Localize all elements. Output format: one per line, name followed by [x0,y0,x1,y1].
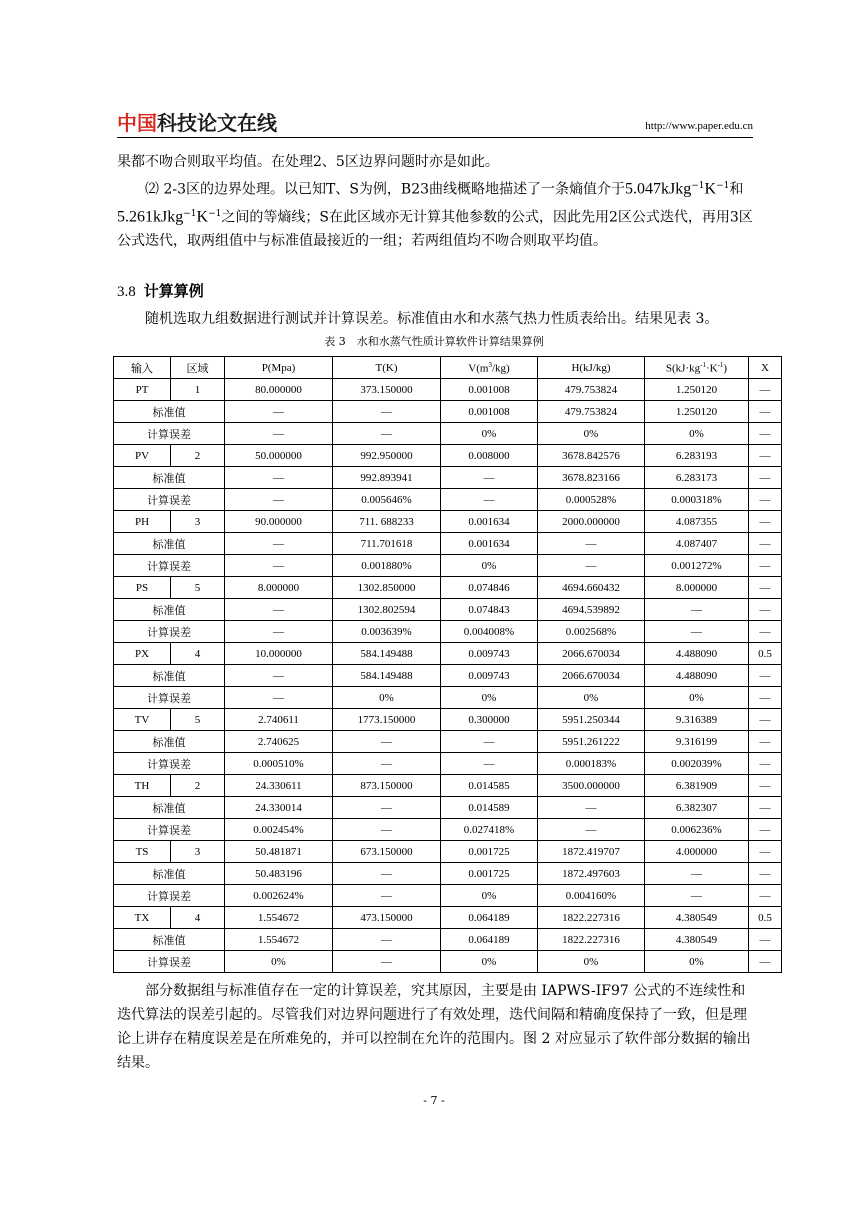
table-row-calc [114,841,782,863]
cell-input: TV [114,709,171,731]
cell-quality: — [749,621,782,643]
cell-zone: 2 [171,445,225,467]
header-rule [117,137,753,138]
cell-input: TH [114,775,171,797]
cell-standard-label: 标准值 [114,929,225,951]
cell-enthalpy: 1872.497603 [538,863,645,885]
cell-pressure: 1.554672 [225,907,333,929]
cell-entropy: 0% [645,423,749,445]
cell-temperature: — [333,753,441,775]
cell-temperature: 992.950000 [333,445,441,467]
cell-entropy: 0.006236% [645,819,749,841]
cell-input: PX [114,643,171,665]
header-entropy-b: ·K [705,362,718,375]
cell-volume: 0% [441,885,538,907]
cell-entropy: 6.283173 [645,467,749,489]
header-temperature: T(K) [333,357,441,379]
header-quality: X [749,357,782,379]
results-table [113,356,782,973]
header-entropy-c: ) [723,362,728,375]
cell-zone: 2 [171,775,225,797]
cell-entropy: 4.087407 [645,533,749,555]
cell-volume: 0.008000 [441,445,538,467]
table-row-err [114,621,782,643]
table-row-err [114,951,782,973]
cell-pressure: — [225,555,333,577]
cell-volume: 0.014585 [441,775,538,797]
cell-standard-label: 标准值 [114,863,225,885]
cell-enthalpy: 2000.000000 [538,511,645,533]
cell-temperature: 1302.850000 [333,577,441,599]
cell-pressure: 24.330014 [225,797,333,819]
cell-quality: — [749,533,782,555]
cell-entropy: 4.488090 [645,665,749,687]
table-row-err [114,819,782,841]
cell-temperature: 0% [333,687,441,709]
paragraph-1: 果都不吻合则取平均值。在处理2、5区边界问题时亦是如此。 [117,154,499,170]
cell-zone: 4 [171,643,225,665]
header-zone: 区域 [171,357,225,379]
cell-error-label: 计算误差 [114,951,225,973]
cell-zone: 1 [171,379,225,401]
cell-enthalpy: 2066.670034 [538,643,645,665]
cell-volume: 0.009743 [441,665,538,687]
cell-pressure: — [225,687,333,709]
cell-volume: 0.004008% [441,621,538,643]
cell-pressure: 0.000510% [225,753,333,775]
cell-quality: — [749,401,782,423]
cell-error-label: 计算误差 [114,885,225,907]
cell-quality: — [749,731,782,753]
table-row-calc [114,445,782,467]
cell-quality: — [749,379,782,401]
cell-volume: 0.001008 [441,401,538,423]
cell-enthalpy: 1872.419707 [538,841,645,863]
header-volume [441,357,538,379]
cell-temperature: — [333,401,441,423]
unit-k-1: K [704,180,717,198]
cell-pressure: 0% [225,951,333,973]
cell-quality: — [749,709,782,731]
cell-temperature: — [333,951,441,973]
cell-enthalpy: 3500.000000 [538,775,645,797]
cell-temperature: 584.149488 [333,665,441,687]
journal-logo [117,111,277,135]
table-row-err [114,489,782,511]
cell-entropy: — [645,599,749,621]
cell-volume: 0.009743 [441,643,538,665]
cell-pressure: — [225,401,333,423]
table-row-std [114,533,782,555]
cell-pressure: 50.483196 [225,863,333,885]
cell-volume: 0.001634 [441,533,538,555]
cell-error-label: 计算误差 [114,621,225,643]
cell-zone: 3 [171,511,225,533]
header-entropy-a: S(kJ·kg [665,362,701,375]
cell-pressure: 0.002624% [225,885,333,907]
cell-enthalpy: — [538,533,645,555]
cell-quality: 0.5 [749,643,782,665]
cell-entropy: 0.001272% [645,555,749,577]
cell-error-label: 计算误差 [114,555,225,577]
cell-quality: — [749,577,782,599]
table-row-std [114,797,782,819]
exp-4: −1 [208,208,222,219]
exp-2: −1 [716,181,730,191]
table-row-calc [114,643,782,665]
table-row-std [114,929,782,951]
cell-quality: — [749,863,782,885]
entropy-value-2: 5.261kJkg [117,208,184,226]
header-pressure: P(Mpa) [225,357,333,379]
cell-enthalpy: 0.002568% [538,621,645,643]
cell-pressure: 2.740625 [225,731,333,753]
cell-volume: 0.064189 [441,929,538,951]
cell-zone: 5 [171,709,225,731]
cell-entropy: 1.250120 [645,401,749,423]
entropy-value-1: 5.047kJkg [625,180,692,198]
cell-temperature: — [333,797,441,819]
cell-temperature: — [333,885,441,907]
cell-enthalpy: 0.004160% [538,885,645,907]
cell-temperature: — [333,731,441,753]
cell-enthalpy: 0.000528% [538,489,645,511]
cell-temperature: 873.150000 [333,775,441,797]
cell-temperature: 0.001880% [333,555,441,577]
cell-standard-label: 标准值 [114,401,225,423]
cell-enthalpy: 0.000183% [538,753,645,775]
logo-red-text: 中国 [117,111,157,135]
cell-entropy: 0.000318% [645,489,749,511]
page-number: - 7 - [423,1094,445,1107]
cell-pressure: 8.000000 [225,577,333,599]
cell-quality: — [749,775,782,797]
cell-quality: — [749,511,782,533]
table-row-err [114,423,782,445]
table-row-std [114,599,782,621]
table-caption: 表 3 水和水蒸气性质计算软件计算结果算例 [324,335,544,348]
cell-enthalpy: 1822.227316 [538,907,645,929]
cell-volume: 0% [441,687,538,709]
table-row-std [114,731,782,753]
cell-enthalpy: 479.753824 [538,379,645,401]
cell-error-label: 计算误差 [114,423,225,445]
table-row-calc [114,379,782,401]
paragraph-2 [117,174,757,253]
cell-quality: — [749,951,782,973]
cell-volume: 0.074846 [441,577,538,599]
cell-enthalpy: 5951.250344 [538,709,645,731]
table-row-calc [114,577,782,599]
cell-entropy: 4.380549 [645,907,749,929]
cell-enthalpy: — [538,797,645,819]
cell-entropy: 9.316199 [645,731,749,753]
cell-entropy: 4.087355 [645,511,749,533]
header-volume-a: V(m [468,362,489,375]
cell-entropy: 6.381909 [645,775,749,797]
cell-volume: 0.027418% [441,819,538,841]
cell-entropy: — [645,863,749,885]
cell-enthalpy: 4694.660432 [538,577,645,599]
header-input: 输入 [114,357,171,379]
table-row-std [114,401,782,423]
header-volume-sup: 3 [488,360,492,369]
cell-standard-label: 标准值 [114,533,225,555]
cell-temperature: — [333,819,441,841]
cell-quality: — [749,467,782,489]
table-row-err [114,687,782,709]
section-title: 计算算例 [143,282,204,300]
cell-enthalpy: 3678.823166 [538,467,645,489]
cell-enthalpy: — [538,819,645,841]
cell-pressure: — [225,665,333,687]
cell-pressure: 10.000000 [225,643,333,665]
paragraph-2-rest: 之间的等熵线；S在此区域亦无计算其他参数的公式，因此先用2区公式迭代，再用3区公式迭代，取两组值中与标准值最接近的一组；若两组值均不吻合则取平均值。 [117,209,753,250]
exp-1: −1 [691,181,705,191]
cell-entropy: 4.380549 [645,929,749,951]
cell-volume: — [441,753,538,775]
cell-enthalpy: — [538,555,645,577]
cell-temperature: — [333,929,441,951]
cell-temperature: 711.701618 [333,533,441,555]
table-row-std [114,467,782,489]
logo-dark-text: 科技论文在线 [157,111,277,135]
cell-pressure: — [225,467,333,489]
cell-input: PV [114,445,171,467]
cell-enthalpy: 4694.539892 [538,599,645,621]
header-volume-b: /kg) [491,362,510,375]
cell-pressure: 50.481871 [225,841,333,863]
cell-volume: — [441,489,538,511]
cell-zone: 3 [171,841,225,863]
exp-3: −1 [183,208,197,219]
cell-enthalpy: 0% [538,687,645,709]
cell-error-label: 计算误差 [114,687,225,709]
cell-entropy: 1.250120 [645,379,749,401]
header-url[interactable]: http://www.paper.edu.cn [645,120,753,132]
cell-quality: — [749,423,782,445]
cell-volume: 0.074843 [441,599,538,621]
paragraph-2-and: 和 [729,181,744,198]
cell-enthalpy: 479.753824 [538,401,645,423]
cell-temperature: — [333,863,441,885]
cell-pressure: 90.000000 [225,511,333,533]
cell-pressure: 2.740611 [225,709,333,731]
paragraph-2-lead: ⑵ 2-3区的边界处理。以已知T、S为例，B23曲线概略地描述了一条熵值介于 [145,181,626,198]
cell-input: TX [114,907,171,929]
cell-input: TS [114,841,171,863]
cell-pressure: 24.330611 [225,775,333,797]
cell-entropy: 0% [645,951,749,973]
cell-temperature: 373.150000 [333,379,441,401]
cell-quality: — [749,929,782,951]
cell-temperature: 473.150000 [333,907,441,929]
cell-temperature: 673.150000 [333,841,441,863]
cell-enthalpy: 0% [538,951,645,973]
cell-pressure: 1.554672 [225,929,333,951]
cell-temperature: 0.003639% [333,621,441,643]
cell-input: PH [114,511,171,533]
table-row-calc [114,511,782,533]
cell-quality: — [749,555,782,577]
cell-volume: 0.001634 [441,511,538,533]
cell-quality: 0.5 [749,907,782,929]
table-row-calc [114,907,782,929]
cell-standard-label: 标准值 [114,599,225,621]
cell-enthalpy: 1822.227316 [538,929,645,951]
table-body [114,379,782,973]
cell-temperature: — [333,423,441,445]
table-row-calc [114,709,782,731]
cell-error-label: 计算误差 [114,753,225,775]
cell-quality: — [749,445,782,467]
cell-quality: — [749,753,782,775]
unit-k-2: K [196,208,209,226]
cell-volume: 0.014589 [441,797,538,819]
cell-input: PS [114,577,171,599]
cell-volume: 0.300000 [441,709,538,731]
cell-quality: — [749,599,782,621]
cell-temperature: 0.005646% [333,489,441,511]
cell-enthalpy: 3678.842576 [538,445,645,467]
conclusion-paragraph: 部分数据组与标准值存在一定的计算误差，究其原因，主要是由 IAPWS-IF97 公式的不连续性和迭代算法的误差引起的。尽管我们对边界问题进行了有效处理，迭代间隔和精确度保持了一致，但是理论上讲存在精度误差是在所难免的，并可以控制在允许的范围内。图 2 对应显示了软件部分数据的输出结果。 [117,983,751,1071]
header-entropy [645,357,749,379]
cell-volume: 0% [441,423,538,445]
table-row-err [114,885,782,907]
cell-volume: — [441,467,538,489]
cell-entropy: — [645,621,749,643]
cell-zone: 4 [171,907,225,929]
header-entropy-sup-1: -1 [700,360,706,369]
cell-zone: 5 [171,577,225,599]
cell-volume: 0.001725 [441,863,538,885]
cell-standard-label: 标准值 [114,731,225,753]
cell-pressure: — [225,599,333,621]
section-heading [117,280,204,301]
cell-volume: 0.001725 [441,841,538,863]
cell-standard-label: 标准值 [114,797,225,819]
cell-entropy: 6.382307 [645,797,749,819]
cell-temperature: 1773.150000 [333,709,441,731]
intro-paragraph: 随机选取九组数据进行测试并计算误差。标准值由水和水蒸气热力性质表给出。结果见表 3。 [145,311,719,327]
header-enthalpy: H(kJ/kg) [538,357,645,379]
cell-temperature: 1302.802594 [333,599,441,621]
cell-volume: — [441,731,538,753]
table-header-row [114,357,782,379]
cell-quality: — [749,489,782,511]
cell-error-label: 计算误差 [114,819,225,841]
cell-enthalpy: 0% [538,423,645,445]
cell-quality: — [749,687,782,709]
cell-volume: 0% [441,555,538,577]
cell-entropy: 8.000000 [645,577,749,599]
cell-error-label: 计算误差 [114,489,225,511]
cell-entropy: 0% [645,687,749,709]
section-number: 3.8 [117,284,136,300]
cell-volume: 0.001008 [441,379,538,401]
cell-quality: — [749,665,782,687]
table-row-err [114,555,782,577]
cell-quality: — [749,819,782,841]
cell-entropy: 4.488090 [645,643,749,665]
cell-entropy: 6.283193 [645,445,749,467]
table-row-std [114,665,782,687]
table-row-err [114,753,782,775]
cell-temperature: 711. 688233 [333,511,441,533]
cell-volume: 0% [441,951,538,973]
cell-pressure: — [225,621,333,643]
cell-pressure: 0.002454% [225,819,333,841]
cell-temperature: 584.149488 [333,643,441,665]
cell-entropy: 0.002039% [645,753,749,775]
cell-standard-label: 标准值 [114,665,225,687]
cell-pressure: — [225,533,333,555]
cell-input: PT [114,379,171,401]
table-row-calc [114,775,782,797]
cell-entropy: 4.000000 [645,841,749,863]
header-entropy-sup-2: -1 [717,360,724,369]
cell-quality: — [749,797,782,819]
cell-entropy: 9.316389 [645,709,749,731]
cell-pressure: 80.000000 [225,379,333,401]
cell-pressure: — [225,423,333,445]
cell-quality: — [749,885,782,907]
table-row-std [114,863,782,885]
cell-temperature: 992.893941 [333,467,441,489]
cell-entropy: — [645,885,749,907]
cell-pressure: 50.000000 [225,445,333,467]
cell-enthalpy: 5951.261222 [538,731,645,753]
cell-pressure: — [225,489,333,511]
cell-volume: 0.064189 [441,907,538,929]
cell-quality: — [749,841,782,863]
page-header [117,111,753,135]
cell-standard-label: 标准值 [114,467,225,489]
cell-enthalpy: 2066.670034 [538,665,645,687]
